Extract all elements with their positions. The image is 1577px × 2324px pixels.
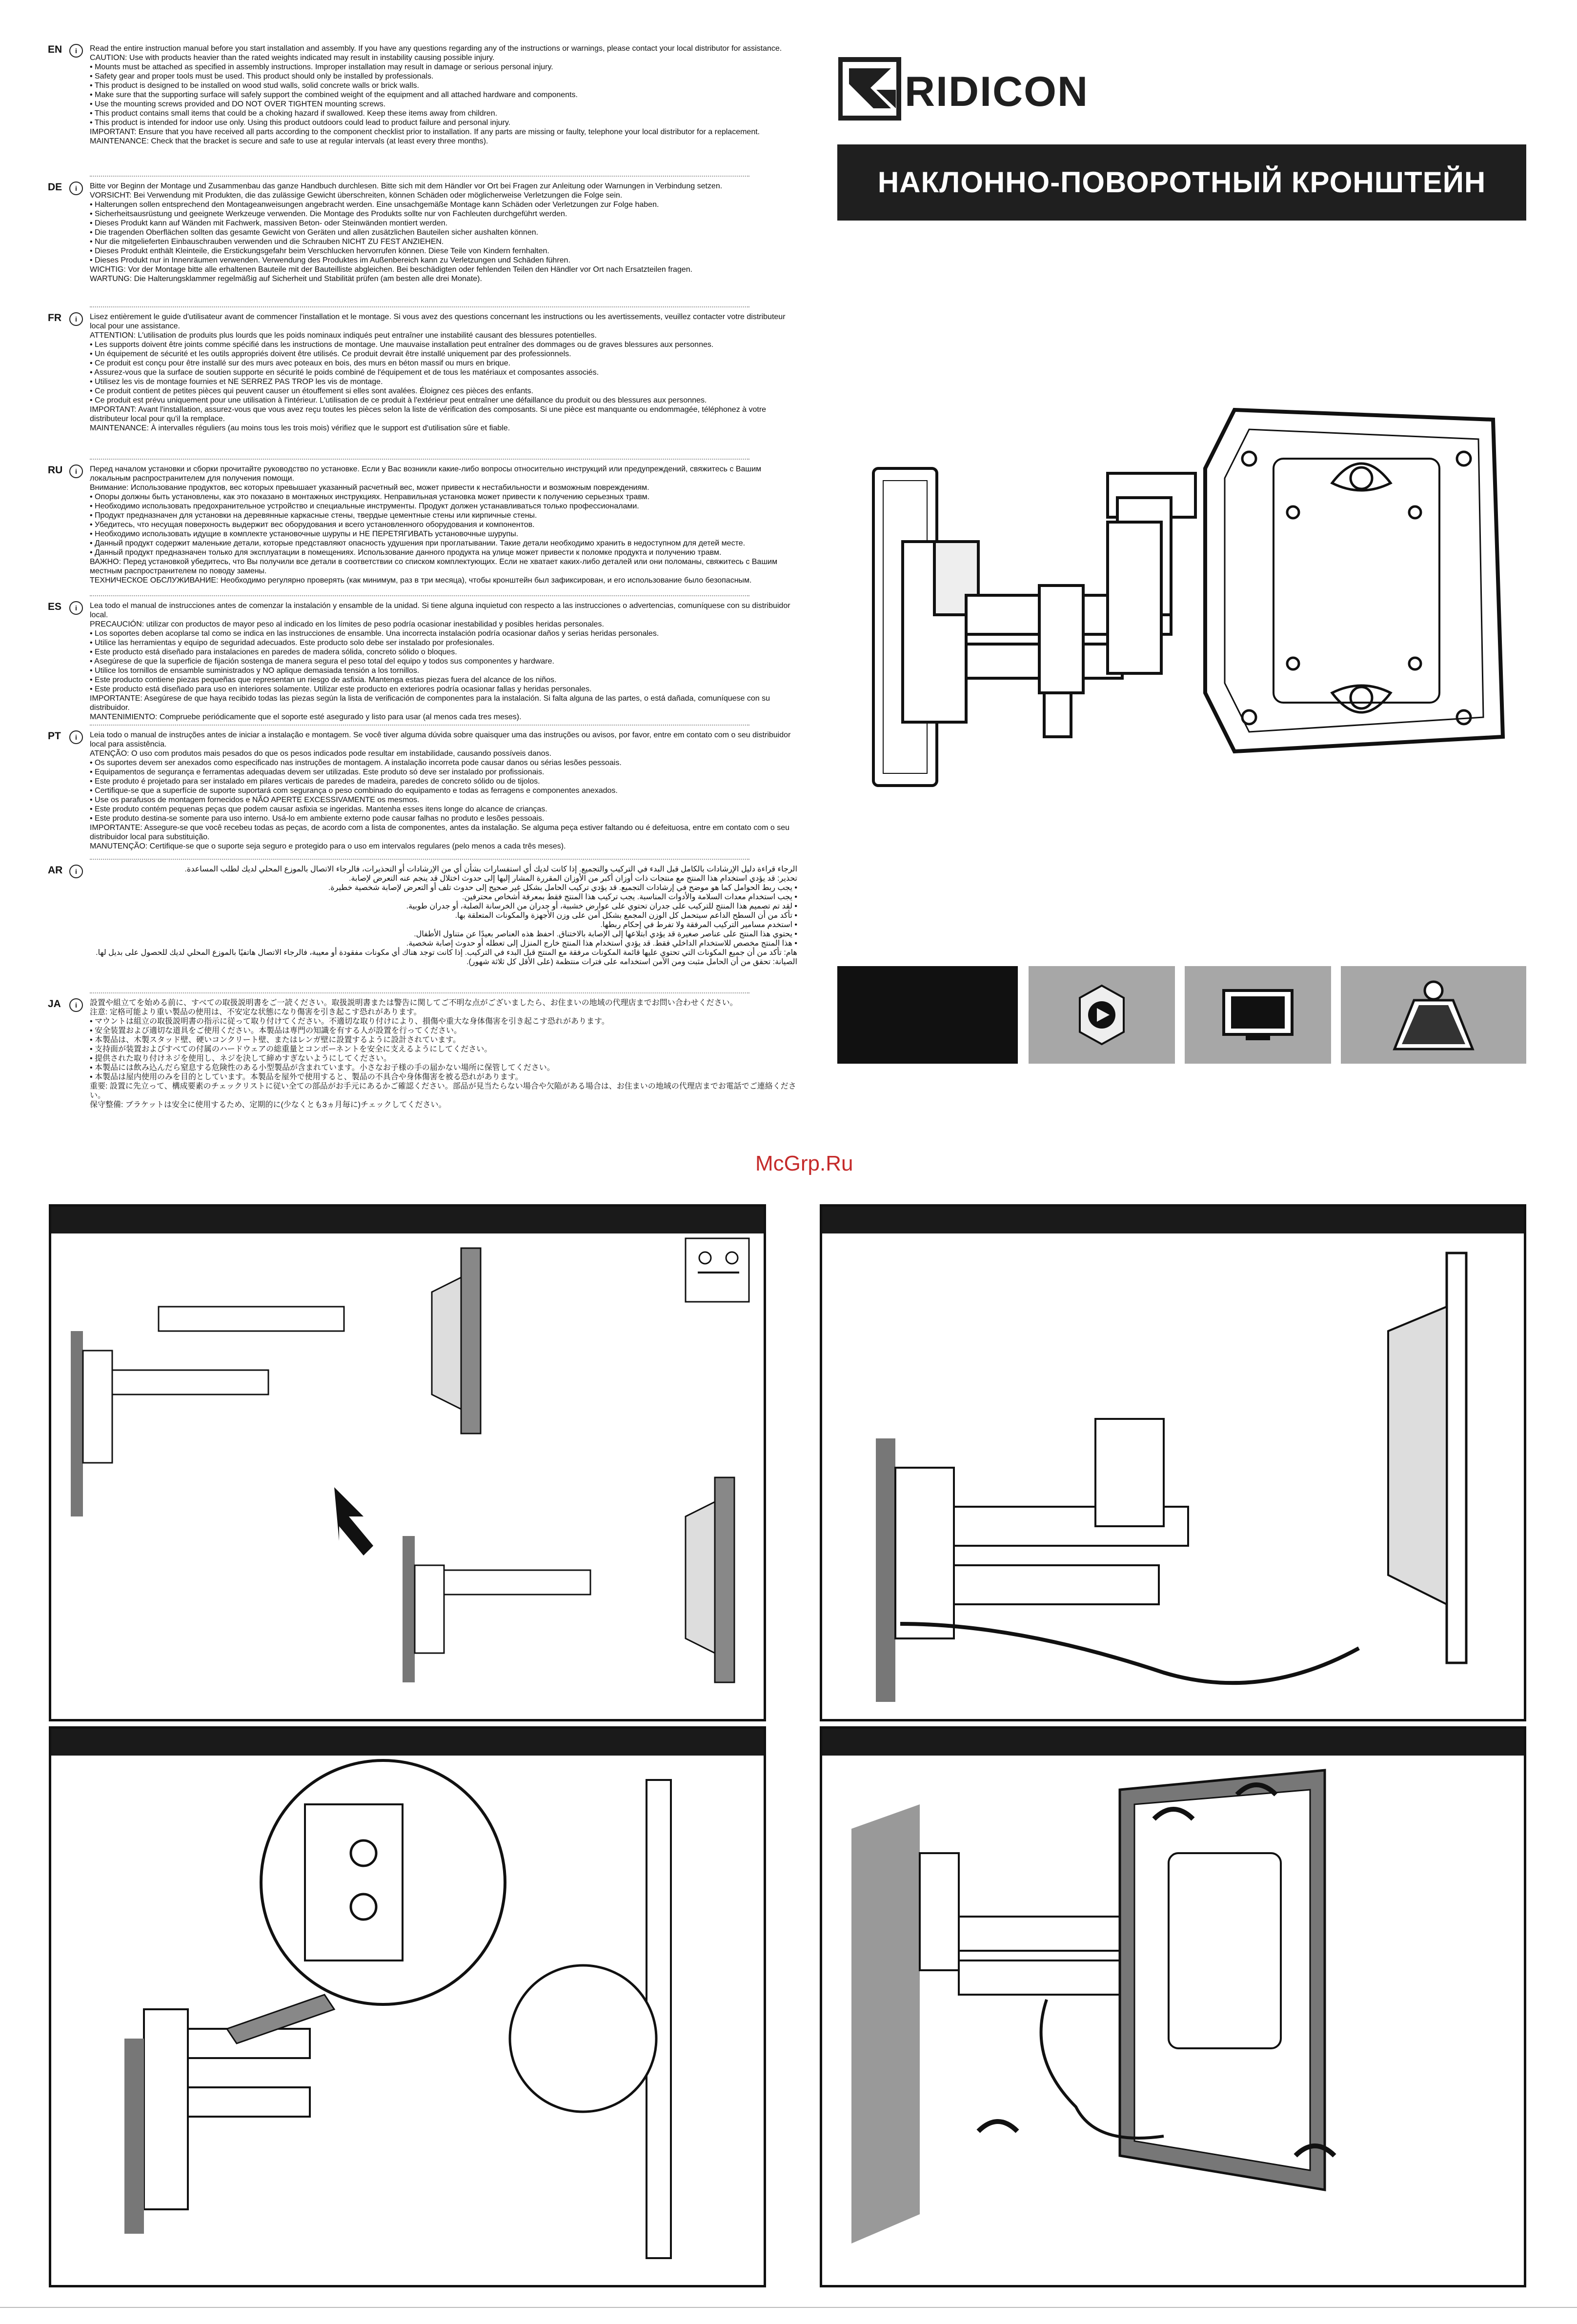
instruction-line: هام: تأكد من أن جميع المكونات التي تحتوي عليها قائمة المكونات مرفقة مع المنتج قبل البدء في التركيب. إذا كانت توجد هناك أي مكونات مفقودة أو معيبة، فالرجاء الاتصال هاتفيًا بالموزع المحلي لديك للحصول على بديل لها.	[96, 949, 797, 957]
feature-weight	[1341, 966, 1526, 1064]
instruction-line: WARTUNG: Die Halterungsklammer regelmäßig auf Sicherheit und Stabilität prüfen (am besten alle drei Monate).	[90, 275, 482, 283]
brand-logo	[838, 54, 1089, 127]
instruction-line: • Use os parafusos de montagem fornecidos e NÃO APERTE EXCESSIVAMENTE os mesmos.	[90, 796, 420, 804]
step-1-header	[51, 1207, 764, 1233]
instruction-line: • Este produto destina-se somente para uso interno. Usá-lo em ambiente externo pode causar falhas no produto e lesões pessoais.	[90, 814, 545, 823]
instruction-line: • Asegúrese de que la superficie de fijación sostenga de manera segura el peso total del equipo y todos sus componentes y hardware.	[90, 657, 554, 666]
instruction-line: ATENÇÃO: O uso com produtos mais pesados do que os pesos indicados pode resultar em instabilidade, causando possíveis danos.	[90, 749, 552, 758]
manual-read-icon: i	[69, 465, 83, 478]
instruction-line: Lea todo el manual de instrucciones antes de comenzar la instalación y ensamble de la unidad. Si tiene alguna inquietud con respecto a las instrucciones o advertencias, comuníquese con su distribuidor local.	[90, 602, 790, 619]
instruction-line: • Utilice los tornillos de ensamble suministrados y NO aplique demasiada tensión a los tornillos.	[90, 667, 420, 675]
tv-icon	[1185, 966, 1331, 1064]
instruction-line: الرجاء قراءة دليل الإرشادات بالكامل قبل البدء في التركيب والتجميع. إذا كانت لديك أي استفسارات بشأن أي من الإرشادات أو التحذيرات، فالرجاء الاتصال بالموزع المحلي لديك لطلب المساعدة.	[184, 865, 797, 873]
lang-body	[90, 182, 797, 283]
step-4-header	[822, 1729, 1524, 1756]
instruction-line: • Safety gear and proper tools must be used. This product should only be installed by professionals.	[90, 72, 434, 81]
lang-separator	[90, 992, 749, 993]
instruction-line: • Данный продукт содержит маленькие детали, которые представляют опасность удушения при проглатывании. Такие детали необходимо хранить в недоступном для детей месте.	[90, 539, 746, 547]
manual-read-icon: i	[69, 601, 83, 615]
instruction-line: PRECAUCIÓN: utilizar con productos de mayor peso al indicado en los límites de peso podría ocasionar inestabilidad y posibles heridas personales.	[90, 620, 604, 628]
instruction-line: تحذير: قد يؤدي استخدام هذا المنتج مع منتجات ذات أوزان أكبر من الأوزان المقررة المشار إليها إلى حدوث اختلال قد ينجم عنه التعرض لإصابة.	[348, 874, 797, 883]
lang-body	[90, 998, 797, 1110]
manual-read-icon: i	[69, 998, 83, 1012]
instruction-line: • Продукт предназначен для установки на деревянные каркасные стены, твердые цементные стены или кирпичные стены.	[90, 511, 537, 520]
instruction-line: 保守整備: ブラケットは安全に使用するため、定期的に(少なくとも3ヵ月毎に)チェックしてください。	[90, 1101, 446, 1109]
instruction-line: 重要: 設置に先立って、構成要素のチェックリストに従い全ての部品がお手元にあるかご確認ください。部品が見当たらない場合や欠陥がある場合は、お住まいの地域の代理店までお電話でご連絡ください。	[90, 1082, 796, 1100]
watermark: McGrp.Ru	[755, 1152, 853, 1175]
lang-body	[90, 44, 797, 146]
instruction-line: Lisez entièrement le guide d'utilisateur avant de commencer l'installation et le montage. Si vous avez des questions concernant les instructions ou les avertissements, veuillez contacter votre distributeur local pour une assistance.	[90, 313, 786, 330]
instruction-line: VORSICHT: Bei Verwendung mit Produkten, die das zulässige Gewicht überschreiten, können Schäden oder möglicherweise Verletzungen die Folge sein.	[90, 191, 623, 200]
weight-icon	[1341, 966, 1526, 1064]
instruction-line: • Die tragenden Oberflächen sollten das gesamte Gewicht von Geräten und allen zusätzlichen Bauteilen sicher aushalten können.	[90, 228, 539, 237]
tilt-swivel-icon	[1029, 966, 1175, 1064]
lang-separator	[90, 176, 749, 177]
instruction-line: • 本製品は、木製スタッド壁、硬いコンクリート壁、またはレンガ壁に設置するように設計されています。	[90, 1036, 461, 1044]
lang-separator	[90, 859, 749, 860]
product-illustration	[864, 400, 1547, 815]
instruction-line: • يحتوي هذا المنتج على عناصر صغيرة قد يؤدي ابتلاعها إلى الإصابة بالاختناق. احفظ هذه العناصر بعيدًا عن متناول الأطفال.	[414, 930, 797, 938]
instruction-line: • 安全装置および適切な道具をご使用ください。本製品は専門の知識を有する人が設置を行ってください。	[90, 1027, 462, 1035]
instruction-line: • Os suportes devem ser anexados como especificado nas instruções de montagem. A instalação incorreta pode causar danos ou sérias lesões pessoais.	[90, 759, 622, 767]
step-4-figure	[822, 1756, 1525, 2287]
instruction-line: CAUTION: Use with products heavier than the rated weights indicated may result in instability causing possible injury.	[90, 54, 495, 62]
lang-separator	[90, 595, 749, 596]
step-4-panel	[820, 1726, 1526, 2287]
instruction-line: • 本製品には飲み込んだら窒息する危険性のある小型製品が含まれています。小さなお子様の手の届かない場所に保管してください。	[90, 1064, 555, 1072]
instruction-line: • Необходимо использовать предохранительное устройство и специальные инструменты. Продукт должен устанавливаться только профессионалами.	[90, 502, 639, 510]
lang-code: FR	[48, 312, 61, 323]
instruction-line: Перед началом установки и сборки прочитайте руководство по установке. Если у Вас возникли какие-либо вопросы относительно инструкций или предупреждений, свяжитесь с Вашим локальным распространителем для получения помощи.	[90, 465, 762, 483]
instruction-line: • This product contains small items that could be a choking hazard if swallowed. Keep these items away from children.	[90, 109, 498, 118]
lang-code: PT	[48, 730, 61, 742]
instruction-line: • لقد تم تصميم هذا المنتج للتركيب على جدران تحتوي على عوارض خشبية، أو جدران من الخرسانة الصلبة، أو جدران طوبية.	[406, 902, 797, 910]
instruction-line: MAINTENANCE: À intervalles réguliers (au moins tous les trois mois) vérifiez que le support est d'utilisation sûre et fiable.	[90, 424, 510, 432]
instruction-line: • Mounts must be attached as specified in assembly instructions. Improper installation may result in damage or serious personal injury.	[90, 63, 553, 71]
instruction-line: • Certifique-se que a superfície de suporte suportará com segurança o peso combinado do equipamento e todas as ferragens e componentes anexados.	[90, 787, 618, 795]
instruction-line: • Este produto é projetado para ser instalado em pilares verticais de paredes de madeira, paredes de concreto sólido ou de tijolos.	[90, 777, 540, 786]
lang-separator	[90, 459, 749, 460]
instruction-line: • Este producto está diseñado para instalaciones en paredes de madera sólida, concreto sólido o bloques.	[90, 648, 457, 656]
step-3-figure	[51, 1756, 764, 2287]
brand-name: RIDICON	[905, 68, 1089, 115]
manual-read-icon: i	[69, 44, 83, 58]
step-2-header	[822, 1207, 1524, 1233]
lang-separator	[90, 725, 749, 726]
instruction-line: • Dieses Produkt nur in Innenräumen verwenden. Verwendung des Produktes im Außenbereich kann zu Verletzungen und Schäden führen.	[90, 256, 570, 264]
manual-read-icon: i	[69, 865, 83, 878]
instruction-line: • Ce produit est prévu uniquement pour une utilisation à l'intérieur. L'utilisation de ce produit à l'extérieur peut entraîner une défaillance du produit ou des blessures aux personnes.	[90, 396, 707, 404]
instruction-line: • Utilice las herramientas y equipo de seguridad adecuados. Este producto solo debe ser instalado por profesionales.	[90, 639, 495, 647]
lang-code: DE	[48, 182, 62, 193]
lang-code: ES	[48, 601, 62, 612]
instruction-line: • استخدم مسامير التركيب المرفقة ولا تفرط في إحكام ربطها.	[600, 921, 797, 929]
lang-code: RU	[48, 465, 63, 476]
instruction-line: الصيانة: تحقق من أن الحامل مثبت ومن الآمن استخدامه على فترات منتظمة (على الأقل كل ثلاثة شهور).	[466, 958, 797, 966]
instruction-line: • 本製品は屋内使用のみを目的としています。本製品を屋外で使用すると、製品の不具合や身体傷害を被る恐れがあります。	[90, 1073, 523, 1081]
step-3-header	[51, 1729, 764, 1756]
lang-body	[90, 312, 797, 433]
lang-body	[90, 865, 797, 967]
feature-tv	[1185, 966, 1331, 1064]
instruction-line: • Sicherheitsausrüstung und geeignete Werkzeuge verwenden. Die Montage des Produkts sollte nur von Fachleuten durchgeführt werden.	[90, 210, 567, 218]
instruction-line: MANTENIMIENTO: Compruebe periódicamente que el soporte esté asegurado y listo para usar (al menos cada tres meses).	[90, 713, 522, 721]
instruction-line: • تأكد من أن السطح الداعم سيتحمل كل الوزن المجمع بشكل آمن على وزن الأجهزة والمكونات المتعلقة بها.	[455, 911, 797, 920]
instruction-line: • Use the mounting screws provided and DO NOT OVER TIGHTEN mounting screws.	[90, 100, 386, 108]
instruction-line: • Данный продукт предназначен только для эксплуатации в помещениях. Использование данного продукта на улице может привести к поломке продукта и получению травм.	[90, 548, 722, 557]
lang-body	[90, 465, 797, 585]
instruction-line: • Les supports doivent être joints comme spécifié dans les instructions de montage. Une mauvaise installation peut entraîner des dommages ou de graves blessures aux personnes.	[90, 341, 714, 349]
instruction-line: Read the entire instruction manual before you start installation and assembly. If you have any questions regarding any of the instructions or warnings, please contact your local distributor for assistance.	[90, 44, 782, 53]
instruction-line: Bitte vor Beginn der Montage und Zusammenbau das ganze Handbuch durchlesen. Bitte sich mit dem Händler vor Ort bei Fragen zur Anleitung oder Warnungen in Verbindung setzen.	[90, 182, 723, 190]
lang-body	[90, 601, 797, 722]
instruction-line: • Este producto está diseñado para uso en interiores solamente. Utilizar este producto en exteriores podría ocasionar fallas y heridas personales.	[90, 685, 592, 693]
instruction-line: • Dieses Produkt kann auf Wänden mit Fachwerk, massiven Beton- oder Steinwänden montiert werden.	[90, 219, 448, 227]
instruction-line: Leia todo o manual de instruções antes de iniciar a instalação e montagem. Se você tiver alguma dúvida sobre quaisquer uma das instruções ou avisos, por favor, entre em contato com o seu distribuidor local para assistência.	[90, 731, 791, 748]
step-2-panel	[820, 1204, 1526, 1721]
instruction-line: IMPORTANT: Avant l'installation, assurez-vous que vous avez reçu toutes les pièces selon la liste de vérification des composants. Si une pièce est manquante ou endommagée, téléphonez à votre distributeur local pour qu'il la remplace.	[90, 405, 767, 423]
step-2-figure	[822, 1233, 1525, 1721]
instruction-line: • 支持面が装置およびすべての付属のハードウェアの総重量とコンポーネントを安全に支えるようにしてください。	[90, 1045, 492, 1053]
instruction-line: IMPORTANT: Ensure that you have received all parts according to the component checklist prior to installation. If any parts are missing or faulty, telephone your local distributor for a replacement.	[90, 128, 760, 136]
step-3-panel	[49, 1726, 766, 2287]
instruction-line: • Halterungen sollen entsprechend den Montageanweisungen angebracht werden. Eine unsachgemäße Montage kann Schäden oder Verletzungen zur Folge haben.	[90, 201, 659, 209]
instruction-line: 設置や組立てを始める前に、すべての取扱説明書をご一読ください。取扱説明書または警告に関してご不明な点がございましたら、お住まいの地域の代理店までお問い合わせください。	[90, 999, 738, 1007]
instruction-line: • Este produto contém pequenas peças que podem causar asfixia se ingeridas. Mantenha esses itens longe do alcance de crianças.	[90, 805, 547, 813]
instruction-line: • Utilisez les vis de montage fournies et NE SERREZ PAS TROP les vis de montage.	[90, 378, 383, 386]
manual-read-icon: i	[69, 312, 83, 326]
instruction-line: MAINTENANCE: Check that the bracket is secure and safe to use at regular intervals (at least every three months).	[90, 137, 488, 145]
instruction-line: • يجب استخدام معدات السلامة والأدوات المناسبة. يجب تركيب هذا المنتج فقط بمعرفة أشخاص محترفين.	[462, 893, 797, 901]
instruction-line: • Ce produit contient de petites pièces qui peuvent causer un étouffement si elles sont avalées. Éloignez ces pièces des enfants.	[90, 387, 533, 395]
step-1-panel	[49, 1204, 766, 1721]
instruction-line: • Dieses Produkt enthält Kleinteile, die Erstickungsgefahr beim Verschlucken hervorrufen können. Diese Teile von Kindern fernhalten.	[90, 247, 549, 255]
instruction-line: • يجب ربط الحوامل كما هو موضح في إرشادات التجميع. قد يؤدي تركيب الحامل بشكل غير صحيح إلى حدوث تلف أو التعرض لإصابة شخصية خطيرة.	[328, 884, 797, 892]
instruction-line: Внимание: Использование продуктов, вес которых превышает указанный расчетный вес, может привести к нестабильности и возможным повреждениям.	[90, 484, 649, 492]
lang-code: JA	[48, 998, 61, 1010]
lang-code: AR	[48, 865, 63, 876]
instruction-line: • Nur die mitgelieferten Einbauschrauben verwenden und die Schrauben NICHT ZU FEST ANZIEHEN.	[90, 238, 444, 246]
instruction-line: 注意: 定格可能より重い製品の使用は、不安定な状態になり傷害を引き起こす恐れがあります。	[90, 1008, 422, 1016]
feature-tilt-swivel	[1029, 966, 1175, 1064]
instruction-line: • Equipamentos de segurança e ferramentas adequadas devem ser utilizadas. Este produto só deve ser instalado por profissionais.	[90, 768, 545, 776]
manual-read-icon: i	[69, 182, 83, 195]
instruction-line: • Un équipement de sécurité et les outils appropriés doivent être utilisés. Ce produit devrait être installé uniquement par des professionnels.	[90, 350, 571, 358]
instruction-line: • Este producto contiene piezas pequeñas que representan un riesgo de asfixia. Mantenga estas piezas fuera del alcance de los niños.	[90, 676, 557, 684]
instruction-line: IMPORTANTE: Assegure-se que você recebeu todas as peças, de acordo com a lista de componentes, antes da instalação. Se alguma peça estiver faltando ou é defeituosa, entre em contato com o seu distribuidor local para substituição.	[90, 824, 790, 841]
instruction-line: • マウントは組立の取扱説明書の指示に従って取り付けてください。不適切な取り付けにより、損傷や重大な身体傷害を引き起こす恐れがあります。	[90, 1017, 609, 1026]
instruction-line: • هذا المنتج مخصص للاستخدام الداخلي فقط. قد يؤدي استخدام هذا المنتج خارج المنزل إلى تعطله أو حدوث إصابة شخصية.	[406, 939, 797, 948]
instruction-line: • Необходимо использовать идущие в комплекте установочные шурупы и НЕ ПЕРЕТЯГИВАТЬ установочные шурупы.	[90, 530, 519, 538]
instruction-line: WICHTIG: Vor der Montage bitte alle erhaltenen Bauteile mit der Bauteilliste abgleichen. Bei beschädigten oder fehlenden Teilen den Händler vor Ort nach Ersatzteilen fragen.	[90, 265, 693, 274]
instruction-line: MANUTENÇÃO: Certifique-se que o suporte seja seguro e protegido para o uso em intervalos regulares (pelo menos a cada três meses).	[90, 842, 566, 850]
instruction-line: • Убедитесь, что несущая поверхность выдержит вес оборудования и всего установленного оборудования и компонентов.	[90, 521, 535, 529]
lang-body	[90, 730, 797, 851]
instruction-line: • This product is designed to be installed on wood stud walls, solid concrete walls or brick walls.	[90, 81, 419, 90]
instruction-line: ТЕХНИЧЕСКОЕ ОБСЛУЖИВАНИЕ: Необходимо регулярно проверять (как минимум, раз в три месяца), чтобы кронштейн был зафиксирован, и его использование было безопасным.	[90, 576, 752, 585]
manual-read-icon: i	[69, 730, 83, 744]
instruction-line: • Make sure that the supporting surface will safely support the combined weight of the equipment and all attached hardware and components.	[90, 91, 578, 99]
instruction-line: ATTENTION: L'utilisation de produits plus lourds que les poids nominaux indiqués peut entraîner une instabilité causant des blessures potentielles.	[90, 331, 597, 340]
step-1-figure	[51, 1233, 764, 1721]
instruction-line: • Ce produit est conçu pour être installé sur des murs avec poteaux en bois, des murs en béton massif ou murs en brique.	[90, 359, 511, 367]
product-title: НАКЛОННО-ПОВОРОТНЫЙ КРОНШТЕЙН	[837, 144, 1526, 221]
instruction-line: • Опоры должны быть установлены, как это показано в монтажных инструкциях. Неправильная установка может привести к получению серьезных травм.	[90, 493, 650, 501]
bottom-rule	[0, 2307, 1577, 2308]
lang-code: EN	[48, 44, 62, 55]
instruction-line: IMPORTANTE: Asegúrese de que haya recibido todas las piezas según la lista de verificación de componentes para la instalación. Si falta alguna de las partes, o está dañada, comuníquese con su distribuidor.	[90, 694, 770, 712]
instruction-line: • This product is intended for indoor use only. Using this product outdoors could lead to product failure and personal injury.	[90, 119, 511, 127]
instruction-line: • 提供された取り付けネジを使用し、ネジを決して締めすぎないようにしてください。	[90, 1054, 392, 1063]
feature-black-cell	[837, 966, 1018, 1064]
lang-separator	[90, 306, 749, 307]
instruction-line: • Los soportes deben acoplarse tal como se indica en las instrucciones de ensamble. Una incorrecta instalación podría ocasionar daños y serias heridas personales.	[90, 629, 659, 638]
instruction-line: • Assurez-vous que la surface de soutien supporte en sécurité le poids combiné de l'équipement et de tous les matériaux et composantes associés.	[90, 368, 599, 377]
instruction-line: ВАЖНО: Перед установкой убедитесь, что Вы получили все детали в соответствии со списком комплектующих. Если не хватает каких-либо деталей или они поломаны, свяжитесь с Вашим местным распространителем по поводу замены.	[90, 558, 778, 575]
